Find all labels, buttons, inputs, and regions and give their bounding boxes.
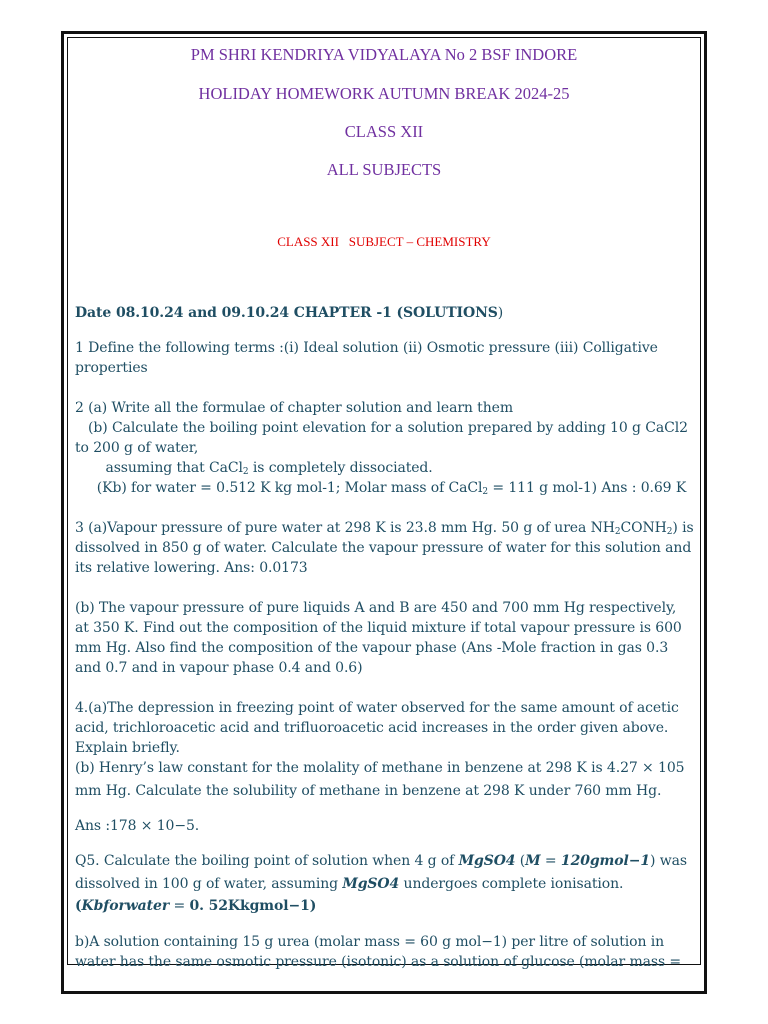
q5-text: ) was [649,853,687,869]
q5-line-2-text-end: undergoes complete ionisation. [399,876,624,892]
q1-line-1: 1 Define the following terms :(i) Ideal solution (ii) Osmotic pressure (iii) Colligative [75,340,658,356]
subjects-heading: ALL SUBJECTS [326,160,442,179]
subscript: 2 [242,467,249,477]
q5-line-3 [75,896,695,916]
q2-line-3: to 200 g of water, [75,440,199,456]
math-molar-mass-value: 120gmol−1 [560,853,650,869]
q5-line-1-text: Q5. Calculate the boiling point of solution when 4 g of [75,853,459,869]
q5-text: ( [75,898,82,914]
q2-line-4 [75,458,695,478]
q3a-line-1-text: 3 (a)Vapour pressure of pure water at 298 K is 23.8 mm Hg. 50 g of urea NH [75,520,615,536]
subject-line: CLASS XII SUBJECT – CHEMISTRY [277,234,491,249]
q2-line-2: (b) Calculate the boiling point elevation for a solution prepared by adding 10 g CaCl2 [75,420,688,436]
date-chapter-bold: Date 08.10.24 and 09.10.24 CHAPTER -1 (SOLUTIONS [75,305,498,321]
date-chapter-tail: ) [497,305,504,321]
math-mgso4: MgSO4 [342,876,400,892]
math-molar-mass-symbol: M [525,853,541,869]
q3a-line-1 [75,518,695,538]
q5-line-2-text: dissolved in 100 g of water, assuming [75,876,343,892]
q4-line-5: mm Hg. Calculate the solubility of methane in benzene at 298 K under 760 mm Hg. [75,783,662,799]
class-heading: CLASS XII [344,122,424,141]
q2-line-4-text: assuming that CaCl [75,460,243,476]
q2-line-5-text-end: = 111 g mol-1) Ans : 0.69 K [488,480,687,496]
q4-line-2: acid, trichloroacetic acid and trifluoroacetic acid increases in the order given above. [75,720,669,736]
q5b-line-1: b)A solution containing 15 g urea (molar mass = 60 g mol−1) per litre of solution in [75,934,665,950]
q5-text: ( [515,853,526,869]
q2-line-5 [75,478,695,498]
q5b-line-2: water has the same osmotic pressure (isotonic) as a solution of glucose (molar mass = [75,954,682,970]
math-mgso4: MgSO4 [458,853,516,869]
school-name: PM SHRI KENDRIYA VIDYALAYA No 2 BSF INDORE [190,45,578,64]
q5-text: = [169,898,190,914]
q3a-line-1-text-mid: CONH [620,520,667,536]
q2-line-1: 2 (a) Write all the formulae of chapter solution and learn them [75,400,513,416]
q5-line-2 [75,874,695,894]
q2-line-5-text: (Kb) for water = 0.512 K kg mol-1; Molar mass of CaCl [75,480,483,496]
q5-text: = [540,853,561,869]
q4-line-4: (b) Henry’s law constant for the molality of methane in benzene at 298 K is 4.27 × 105 [75,760,685,776]
q1-line-2: properties [75,360,148,376]
subscript: 2 [666,527,673,537]
q3b-line-1: (b) The vapour pressure of pure liquids A and B are 450 and 700 mm Hg respectively, [75,600,677,616]
q3b-line-3: mm Hg. Also find the composition of the vapour phase (Ans -Mole fraction in gas 0.3 [75,640,669,656]
q3b-line-2: at 350 K. Find out the composition of the liquid mixture if total vapour pressure is 600 [75,620,682,636]
math-kb-value: 0. 52Kkgmol−1 [189,898,310,914]
q5-line-1 [75,851,695,871]
date-chapter-line [75,303,695,323]
subscript: 2 [482,487,489,497]
q4-line-1: 4.(a)The depression in freezing point of water observed for the same amount of acetic [75,700,679,716]
q3b-line-4: and 0.7 and in vapour phase 0.4 and 0.6) [75,660,363,676]
q4-line-3: Explain briefly. [75,740,180,756]
q3a-line-1-text-end: ) is [672,520,694,536]
q4-answer: Ans :178 × 10−5. [75,818,200,834]
subscript: 2 [614,527,621,537]
math-kb-label: Kbforwater [81,898,170,914]
homework-title: HOLIDAY HOMEWORK AUTUMN BREAK 2024-25 [198,84,570,103]
q5-text: ) [309,898,317,914]
q3a-line-2: dissolved in 850 g of water. Calculate the vapour pressure of water for this solution and [75,540,692,556]
q2-line-4-text-end: is completely dissociated. [248,460,433,476]
q3a-line-3: its relative lowering. Ans: 0.0173 [75,560,308,576]
